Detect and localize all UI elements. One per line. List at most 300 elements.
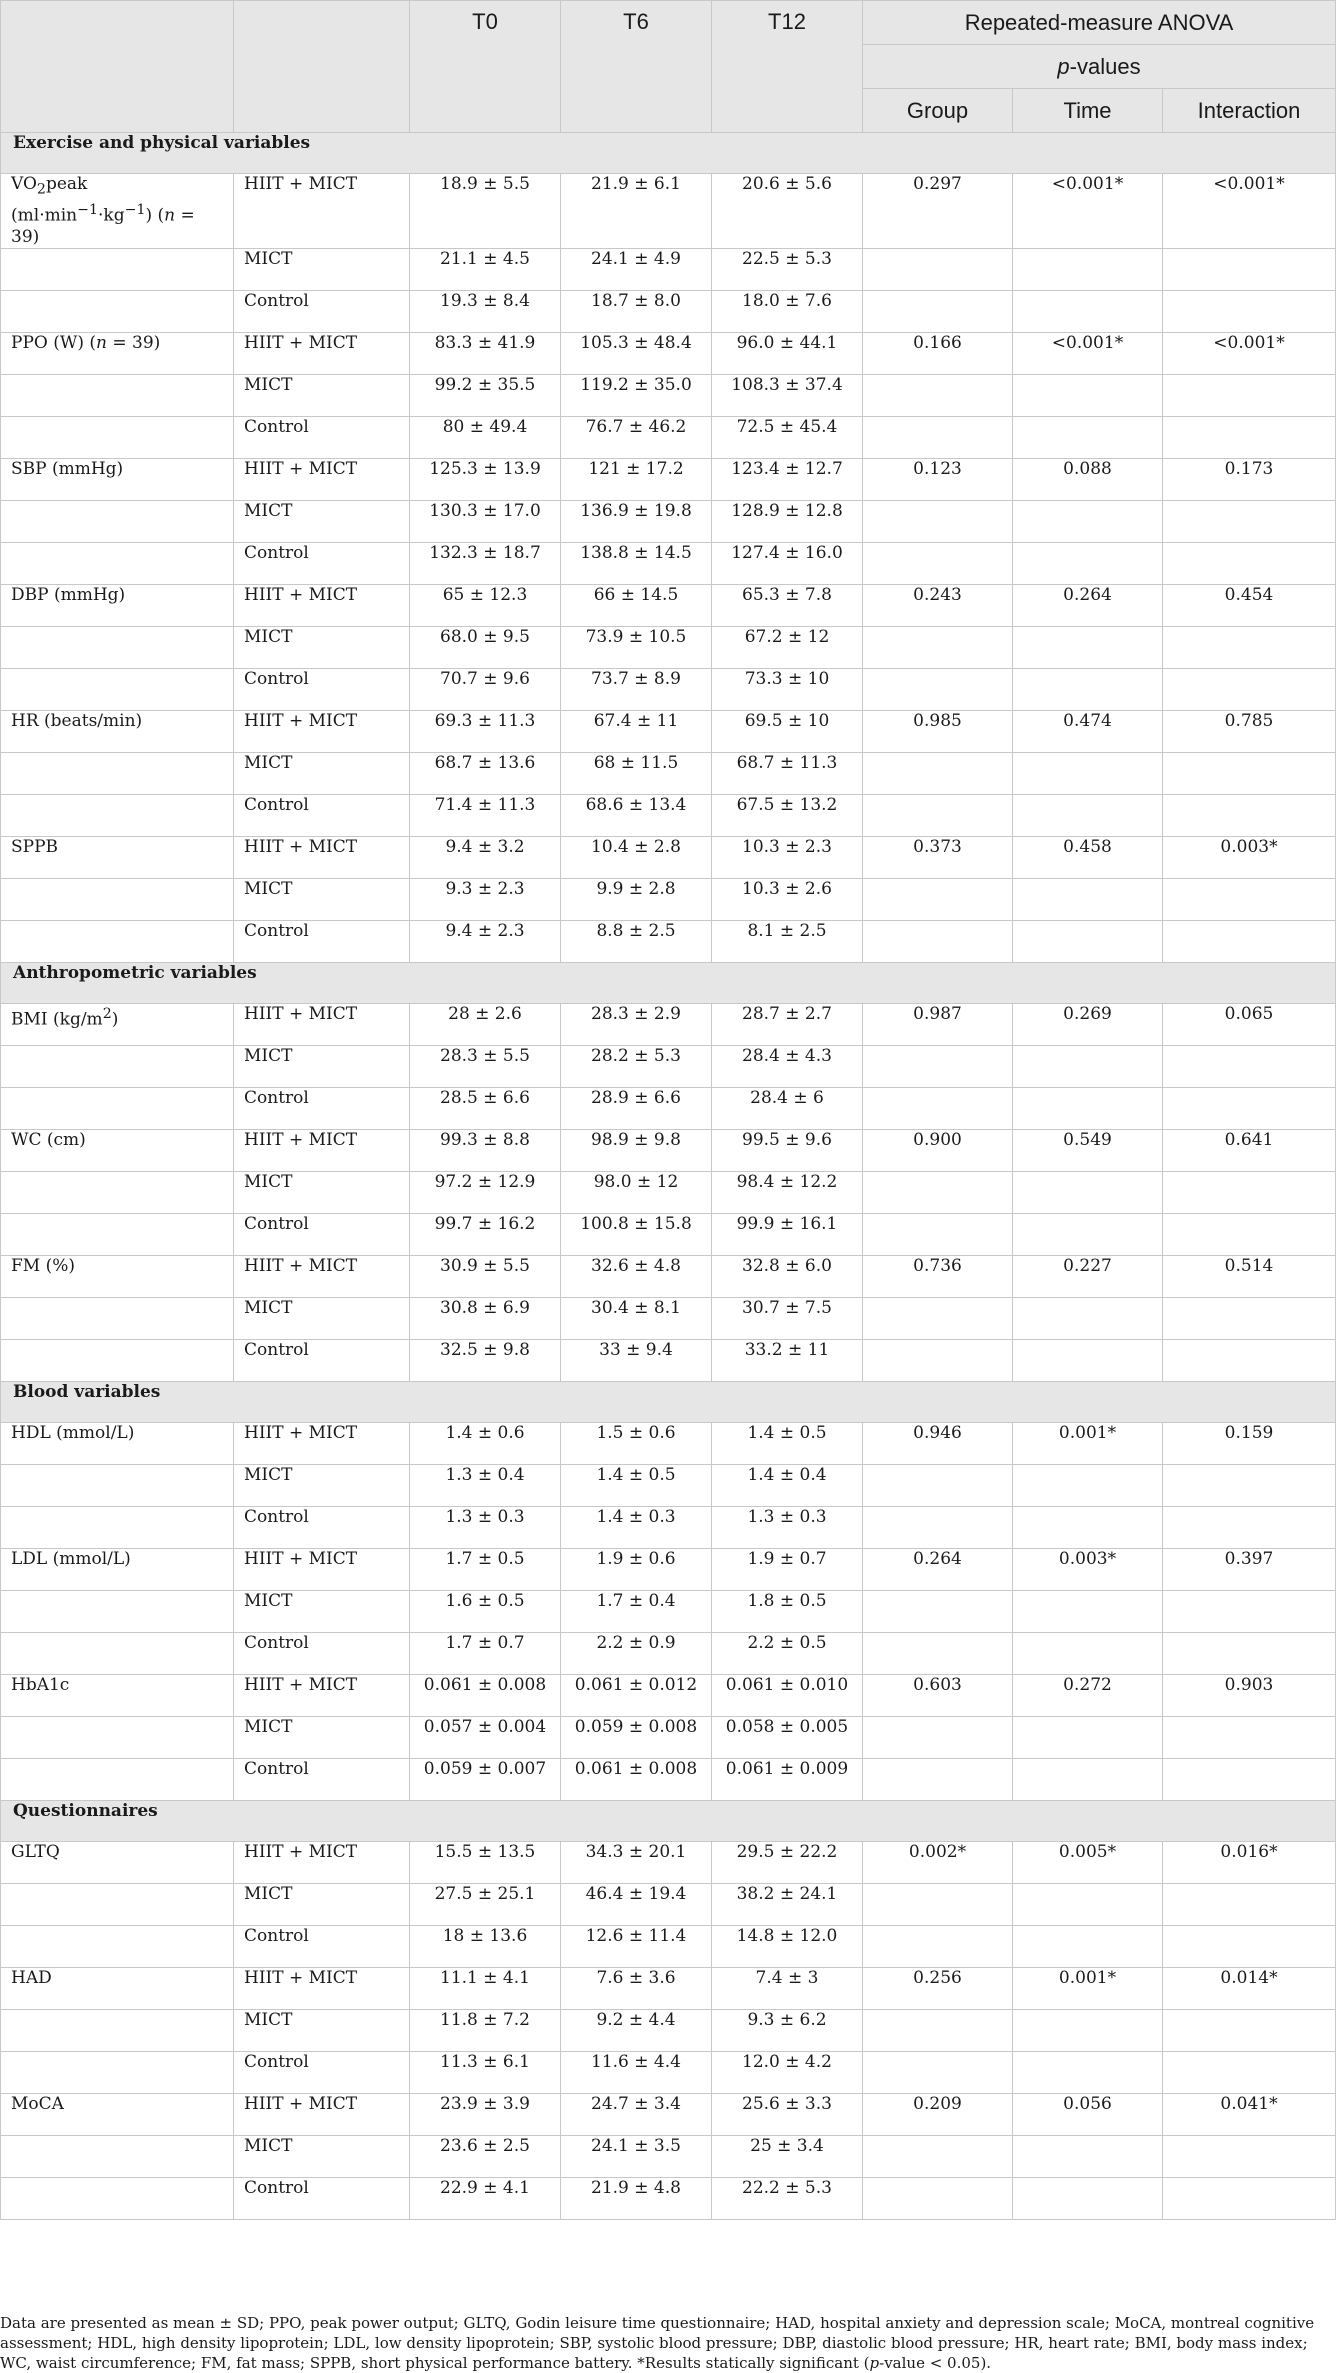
table-row bbox=[1, 249, 1336, 291]
p-value-interaction bbox=[1163, 627, 1336, 669]
group-cell: Control bbox=[234, 1214, 410, 1256]
value-t0: 1.4 ± 0.6 bbox=[410, 1423, 561, 1465]
variable-name bbox=[1, 501, 234, 543]
value-t12: 22.5 ± 5.3 bbox=[712, 249, 863, 291]
table-row bbox=[1, 669, 1336, 711]
table-row bbox=[1, 174, 1336, 249]
variable-name: MoCA bbox=[1, 2094, 234, 2136]
p-value-interaction bbox=[1163, 879, 1336, 921]
value-t12: 108.3 ± 37.4 bbox=[712, 375, 863, 417]
value-t12: 9.3 ± 6.2 bbox=[712, 2010, 863, 2052]
value-t0: 97.2 ± 12.9 bbox=[410, 1172, 561, 1214]
p-value-group: 0.209 bbox=[863, 2094, 1013, 2136]
p-value-time bbox=[1013, 1088, 1163, 1130]
table-row bbox=[1, 627, 1336, 669]
value-t12: 0.061 ± 0.009 bbox=[712, 1759, 863, 1801]
p-value-group: 0.123 bbox=[863, 459, 1013, 501]
p-value-time bbox=[1013, 1172, 1163, 1214]
value-t6: 11.6 ± 4.4 bbox=[561, 2052, 712, 2094]
value-t6: 28.2 ± 5.3 bbox=[561, 1046, 712, 1088]
table-row bbox=[1, 1046, 1336, 1088]
value-t0: 28.3 ± 5.5 bbox=[410, 1046, 561, 1088]
value-t6: 0.059 ± 0.008 bbox=[561, 1717, 712, 1759]
table-row bbox=[1, 333, 1336, 375]
variable-name: HR (beats/min) bbox=[1, 711, 234, 753]
p-value-time bbox=[1013, 627, 1163, 669]
p-value-time bbox=[1013, 375, 1163, 417]
value-t6: 1.7 ± 0.4 bbox=[561, 1591, 712, 1633]
value-t0: 125.3 ± 13.9 bbox=[410, 459, 561, 501]
variable-name bbox=[1, 1298, 234, 1340]
p-value-group: 0.603 bbox=[863, 1675, 1013, 1717]
p-value-time bbox=[1013, 2010, 1163, 2052]
p-value-interaction bbox=[1163, 1759, 1336, 1801]
value-t12: 10.3 ± 2.3 bbox=[712, 837, 863, 879]
p-value-interaction: <0.001* bbox=[1163, 333, 1336, 375]
variable-name bbox=[1, 1465, 234, 1507]
variable-name bbox=[1, 417, 234, 459]
value-t0: 68.0 ± 9.5 bbox=[410, 627, 561, 669]
group-cell: MICT bbox=[234, 1298, 410, 1340]
group-cell: HIIT + MICT bbox=[234, 837, 410, 879]
table-row bbox=[1, 585, 1336, 627]
p-value-group bbox=[863, 2178, 1013, 2220]
section-title: Exercise and physical variables bbox=[1, 133, 1336, 174]
value-t6: 66 ± 14.5 bbox=[561, 585, 712, 627]
value-t0: 30.8 ± 6.9 bbox=[410, 1298, 561, 1340]
value-t6: 24.7 ± 3.4 bbox=[561, 2094, 712, 2136]
value-t12: 98.4 ± 12.2 bbox=[712, 1172, 863, 1214]
value-t6: 100.8 ± 15.8 bbox=[561, 1214, 712, 1256]
group-cell: HIIT + MICT bbox=[234, 1968, 410, 2010]
variable-name bbox=[1, 1088, 234, 1130]
p-value-interaction: 0.014* bbox=[1163, 1968, 1336, 2010]
header-pvalues-rest: -values bbox=[1069, 53, 1141, 79]
value-t12: 25.6 ± 3.3 bbox=[712, 2094, 863, 2136]
p-value-group: 0.373 bbox=[863, 837, 1013, 879]
table-row bbox=[1, 2136, 1336, 2178]
table-row bbox=[1, 879, 1336, 921]
value-t12: 14.8 ± 12.0 bbox=[712, 1926, 863, 1968]
value-t0: 11.3 ± 6.1 bbox=[410, 2052, 561, 2094]
value-t12: 7.4 ± 3 bbox=[712, 1968, 863, 2010]
value-t6: 32.6 ± 4.8 bbox=[561, 1256, 712, 1298]
value-t0: 1.6 ± 0.5 bbox=[410, 1591, 561, 1633]
variable-name bbox=[1, 627, 234, 669]
p-value-interaction bbox=[1163, 1507, 1336, 1549]
variable-name bbox=[1, 1172, 234, 1214]
p-value-time: 0.264 bbox=[1013, 585, 1163, 627]
value-t12: 20.6 ± 5.6 bbox=[712, 174, 863, 249]
value-t12: 29.5 ± 22.2 bbox=[712, 1842, 863, 1884]
p-value-interaction: 0.003* bbox=[1163, 837, 1336, 879]
variable-name bbox=[1, 921, 234, 963]
value-t12: 25 ± 3.4 bbox=[712, 2136, 863, 2178]
group-cell: Control bbox=[234, 1340, 410, 1382]
value-t12: 1.4 ± 0.4 bbox=[712, 1465, 863, 1507]
p-value-time: 0.001* bbox=[1013, 1423, 1163, 1465]
variable-name bbox=[1, 249, 234, 291]
section-row bbox=[1, 1382, 1336, 1423]
p-value-time bbox=[1013, 291, 1163, 333]
table-row bbox=[1, 417, 1336, 459]
value-t0: 28.5 ± 6.6 bbox=[410, 1088, 561, 1130]
p-value-time: <0.001* bbox=[1013, 333, 1163, 375]
table-row bbox=[1, 921, 1336, 963]
header-t6: T6 bbox=[561, 1, 712, 133]
p-value-group bbox=[863, 1088, 1013, 1130]
value-t0: 132.3 ± 18.7 bbox=[410, 543, 561, 585]
table-row bbox=[1, 1549, 1336, 1591]
p-value-time bbox=[1013, 1926, 1163, 1968]
p-value-group bbox=[863, 1717, 1013, 1759]
p-value-time bbox=[1013, 1507, 1163, 1549]
p-value-time bbox=[1013, 249, 1163, 291]
p-value-time bbox=[1013, 543, 1163, 585]
table-row bbox=[1, 1172, 1336, 1214]
variable-name: HbA1c bbox=[1, 1675, 234, 1717]
p-value-group: 0.166 bbox=[863, 333, 1013, 375]
value-t0: 1.7 ± 0.5 bbox=[410, 1549, 561, 1591]
value-t6: 68.6 ± 13.4 bbox=[561, 795, 712, 837]
p-value-group bbox=[863, 1926, 1013, 1968]
p-value-interaction bbox=[1163, 291, 1336, 333]
section-row bbox=[1, 1801, 1336, 1842]
p-value-time: 0.474 bbox=[1013, 711, 1163, 753]
value-t0: 18 ± 13.6 bbox=[410, 1926, 561, 1968]
p-value-group bbox=[863, 2136, 1013, 2178]
table-header bbox=[1, 1, 1336, 133]
variable-name bbox=[1, 1507, 234, 1549]
p-value-group bbox=[863, 1046, 1013, 1088]
value-t0: 99.3 ± 8.8 bbox=[410, 1130, 561, 1172]
p-value-time bbox=[1013, 1591, 1163, 1633]
value-t12: 32.8 ± 6.0 bbox=[712, 1256, 863, 1298]
value-t0: 69.3 ± 11.3 bbox=[410, 711, 561, 753]
p-value-interaction: 0.903 bbox=[1163, 1675, 1336, 1717]
group-cell: Control bbox=[234, 1088, 410, 1130]
value-t6: 73.7 ± 8.9 bbox=[561, 669, 712, 711]
variable-name: FM (%) bbox=[1, 1256, 234, 1298]
table-row bbox=[1, 711, 1336, 753]
p-value-group bbox=[863, 1465, 1013, 1507]
value-t12: 73.3 ± 10 bbox=[712, 669, 863, 711]
value-t0: 15.5 ± 13.5 bbox=[410, 1842, 561, 1884]
header-t12: T12 bbox=[712, 1, 863, 133]
value-t12: 28.4 ± 4.3 bbox=[712, 1046, 863, 1088]
p-value-interaction bbox=[1163, 1465, 1336, 1507]
p-value-interaction: 0.641 bbox=[1163, 1130, 1336, 1172]
group-cell: Control bbox=[234, 2052, 410, 2094]
value-t6: 9.9 ± 2.8 bbox=[561, 879, 712, 921]
value-t12: 123.4 ± 12.7 bbox=[712, 459, 863, 501]
header-blank-group bbox=[234, 1, 410, 133]
table-row bbox=[1, 1675, 1336, 1717]
group-cell: HIIT + MICT bbox=[234, 711, 410, 753]
table-row bbox=[1, 459, 1336, 501]
p-value-time bbox=[1013, 669, 1163, 711]
variable-name: WC (cm) bbox=[1, 1130, 234, 1172]
value-t6: 0.061 ± 0.008 bbox=[561, 1759, 712, 1801]
p-value-interaction: 0.514 bbox=[1163, 1256, 1336, 1298]
table-row bbox=[1, 837, 1336, 879]
value-t12: 72.5 ± 45.4 bbox=[712, 417, 863, 459]
p-value-interaction bbox=[1163, 501, 1336, 543]
variable-name bbox=[1, 1046, 234, 1088]
value-t12: 99.5 ± 9.6 bbox=[712, 1130, 863, 1172]
value-t6: 46.4 ± 19.4 bbox=[561, 1884, 712, 1926]
value-t6: 8.8 ± 2.5 bbox=[561, 921, 712, 963]
value-t12: 28.7 ± 2.7 bbox=[712, 1004, 863, 1046]
value-t12: 0.058 ± 0.005 bbox=[712, 1717, 863, 1759]
value-t12: 128.9 ± 12.8 bbox=[712, 501, 863, 543]
group-cell: HIIT + MICT bbox=[234, 174, 410, 249]
section-title: Questionnaires bbox=[1, 1801, 1336, 1842]
section-title: Blood variables bbox=[1, 1382, 1336, 1423]
value-t0: 11.8 ± 7.2 bbox=[410, 2010, 561, 2052]
group-cell: HIIT + MICT bbox=[234, 1675, 410, 1717]
section-row bbox=[1, 963, 1336, 1004]
variable-name: HDL (mmol/L) bbox=[1, 1423, 234, 1465]
p-value-group bbox=[863, 2010, 1013, 2052]
value-t0: 99.7 ± 16.2 bbox=[410, 1214, 561, 1256]
value-t12: 127.4 ± 16.0 bbox=[712, 543, 863, 585]
value-t0: 9.3 ± 2.3 bbox=[410, 879, 561, 921]
table-row bbox=[1, 1717, 1336, 1759]
value-t6: 67.4 ± 11 bbox=[561, 711, 712, 753]
table-row bbox=[1, 1842, 1336, 1884]
value-t0: 99.2 ± 35.5 bbox=[410, 375, 561, 417]
p-value-interaction: 0.016* bbox=[1163, 1842, 1336, 1884]
value-t12: 1.8 ± 0.5 bbox=[712, 1591, 863, 1633]
table-row bbox=[1, 1507, 1336, 1549]
value-t0: 0.059 ± 0.007 bbox=[410, 1759, 561, 1801]
group-cell: Control bbox=[234, 1507, 410, 1549]
p-value-interaction bbox=[1163, 1340, 1336, 1382]
value-t6: 105.3 ± 48.4 bbox=[561, 333, 712, 375]
p-value-group bbox=[863, 1172, 1013, 1214]
table-row bbox=[1, 1759, 1336, 1801]
table-row bbox=[1, 1968, 1336, 2010]
value-t6: 28.9 ± 6.6 bbox=[561, 1088, 712, 1130]
value-t6: 1.4 ± 0.5 bbox=[561, 1465, 712, 1507]
p-value-group bbox=[863, 249, 1013, 291]
header-anova: Repeated-measure ANOVA bbox=[863, 1, 1336, 45]
p-value-group: 0.900 bbox=[863, 1130, 1013, 1172]
group-cell: MICT bbox=[234, 1465, 410, 1507]
value-t0: 1.3 ± 0.3 bbox=[410, 1507, 561, 1549]
value-t0: 27.5 ± 25.1 bbox=[410, 1884, 561, 1926]
p-value-time: 0.549 bbox=[1013, 1130, 1163, 1172]
group-cell: MICT bbox=[234, 375, 410, 417]
variable-name: GLTQ bbox=[1, 1842, 234, 1884]
value-t6: 0.061 ± 0.012 bbox=[561, 1675, 712, 1717]
header-pvalues bbox=[863, 45, 1336, 89]
variable-name: SPPB bbox=[1, 837, 234, 879]
p-value-interaction bbox=[1163, 1717, 1336, 1759]
group-cell: HIIT + MICT bbox=[234, 585, 410, 627]
value-t0: 70.7 ± 9.6 bbox=[410, 669, 561, 711]
p-value-group bbox=[863, 543, 1013, 585]
variable-name bbox=[1, 2010, 234, 2052]
group-cell: MICT bbox=[234, 1046, 410, 1088]
value-t0: 23.6 ± 2.5 bbox=[410, 2136, 561, 2178]
value-t6: 28.3 ± 2.9 bbox=[561, 1004, 712, 1046]
p-value-time bbox=[1013, 417, 1163, 459]
value-t6: 10.4 ± 2.8 bbox=[561, 837, 712, 879]
variable-name bbox=[1, 795, 234, 837]
value-t0: 0.057 ± 0.004 bbox=[410, 1717, 561, 1759]
value-t0: 68.7 ± 13.6 bbox=[410, 753, 561, 795]
value-t0: 80 ± 49.4 bbox=[410, 417, 561, 459]
value-t0: 9.4 ± 3.2 bbox=[410, 837, 561, 879]
group-cell: HIIT + MICT bbox=[234, 1256, 410, 1298]
group-cell: MICT bbox=[234, 1884, 410, 1926]
variable-name bbox=[1, 1926, 234, 1968]
header-pvalues-italic: p bbox=[1057, 53, 1070, 79]
table-row bbox=[1, 1214, 1336, 1256]
p-value-time: 0.003* bbox=[1013, 1549, 1163, 1591]
group-cell: HIIT + MICT bbox=[234, 1842, 410, 1884]
header-time: Time bbox=[1013, 89, 1163, 133]
variable-name bbox=[1, 1717, 234, 1759]
variable-name bbox=[1, 1884, 234, 1926]
p-value-time bbox=[1013, 2052, 1163, 2094]
p-value-interaction bbox=[1163, 795, 1336, 837]
value-t6: 24.1 ± 3.5 bbox=[561, 2136, 712, 2178]
group-cell: HIIT + MICT bbox=[234, 2094, 410, 2136]
table-row bbox=[1, 1130, 1336, 1172]
value-t6: 138.8 ± 14.5 bbox=[561, 543, 712, 585]
p-value-interaction bbox=[1163, 1591, 1336, 1633]
group-cell: MICT bbox=[234, 627, 410, 669]
value-t12: 99.9 ± 16.1 bbox=[712, 1214, 863, 1256]
table-row bbox=[1, 501, 1336, 543]
value-t12: 38.2 ± 24.1 bbox=[712, 1884, 863, 1926]
value-t12: 1.9 ± 0.7 bbox=[712, 1549, 863, 1591]
p-value-time bbox=[1013, 1759, 1163, 1801]
group-cell: HIIT + MICT bbox=[234, 459, 410, 501]
table-row bbox=[1, 1884, 1336, 1926]
variable-name: SBP (mmHg) bbox=[1, 459, 234, 501]
p-value-time: 0.272 bbox=[1013, 1675, 1163, 1717]
p-value-group bbox=[863, 417, 1013, 459]
p-value-interaction bbox=[1163, 753, 1336, 795]
table-row bbox=[1, 1298, 1336, 1340]
p-value-interaction bbox=[1163, 1172, 1336, 1214]
value-t6: 24.1 ± 4.9 bbox=[561, 249, 712, 291]
p-value-interaction: 0.454 bbox=[1163, 585, 1336, 627]
p-value-interaction: 0.065 bbox=[1163, 1004, 1336, 1046]
p-value-interaction bbox=[1163, 921, 1336, 963]
p-value-group bbox=[863, 501, 1013, 543]
p-value-time bbox=[1013, 1046, 1163, 1088]
variable-name bbox=[1, 543, 234, 585]
variable-name bbox=[1, 1340, 234, 1382]
p-value-interaction bbox=[1163, 2178, 1336, 2220]
variable-name bbox=[1, 753, 234, 795]
value-t0: 19.3 ± 8.4 bbox=[410, 291, 561, 333]
value-t6: 21.9 ± 4.8 bbox=[561, 2178, 712, 2220]
p-value-group bbox=[863, 669, 1013, 711]
p-value-group bbox=[863, 921, 1013, 963]
p-value-interaction bbox=[1163, 1884, 1336, 1926]
variable-name bbox=[1, 1633, 234, 1675]
group-cell: Control bbox=[234, 417, 410, 459]
group-cell: Control bbox=[234, 1759, 410, 1801]
p-value-time bbox=[1013, 1298, 1163, 1340]
p-value-interaction: 0.785 bbox=[1163, 711, 1336, 753]
p-value-group bbox=[863, 1591, 1013, 1633]
value-t12: 2.2 ± 0.5 bbox=[712, 1633, 863, 1675]
p-value-time bbox=[1013, 501, 1163, 543]
value-t0: 22.9 ± 4.1 bbox=[410, 2178, 561, 2220]
group-cell: HIIT + MICT bbox=[234, 1130, 410, 1172]
p-value-interaction bbox=[1163, 543, 1336, 585]
p-value-group bbox=[863, 753, 1013, 795]
value-t0: 1.7 ± 0.7 bbox=[410, 1633, 561, 1675]
header-blank-variable bbox=[1, 1, 234, 133]
p-value-time: 0.056 bbox=[1013, 2094, 1163, 2136]
value-t0: 32.5 ± 9.8 bbox=[410, 1340, 561, 1382]
p-value-interaction bbox=[1163, 2136, 1336, 2178]
value-t12: 1.3 ± 0.3 bbox=[712, 1507, 863, 1549]
table-row bbox=[1, 1004, 1336, 1046]
value-t6: 1.9 ± 0.6 bbox=[561, 1549, 712, 1591]
p-value-group bbox=[863, 1298, 1013, 1340]
group-cell: Control bbox=[234, 2178, 410, 2220]
table-row bbox=[1, 1926, 1336, 1968]
group-cell: MICT bbox=[234, 1172, 410, 1214]
value-t6: 136.9 ± 19.8 bbox=[561, 501, 712, 543]
variable-name bbox=[1, 291, 234, 333]
variable-name bbox=[1, 2052, 234, 2094]
p-value-time: 0.458 bbox=[1013, 837, 1163, 879]
p-value-interaction bbox=[1163, 1088, 1336, 1130]
value-t6: 121 ± 17.2 bbox=[561, 459, 712, 501]
value-t12: 65.3 ± 7.8 bbox=[712, 585, 863, 627]
group-cell: HIIT + MICT bbox=[234, 333, 410, 375]
p-value-interaction: 0.159 bbox=[1163, 1423, 1336, 1465]
value-t0: 9.4 ± 2.3 bbox=[410, 921, 561, 963]
variable-name bbox=[1, 669, 234, 711]
p-value-group bbox=[863, 1507, 1013, 1549]
variable-name bbox=[1, 879, 234, 921]
variable-name bbox=[1, 2136, 234, 2178]
p-value-group bbox=[863, 1214, 1013, 1256]
p-value-interaction bbox=[1163, 669, 1336, 711]
table-row bbox=[1, 2052, 1336, 2094]
p-value-time bbox=[1013, 1465, 1163, 1507]
p-value-group bbox=[863, 1340, 1013, 1382]
p-value-time bbox=[1013, 1633, 1163, 1675]
table-row bbox=[1, 2178, 1336, 2220]
p-value-group bbox=[863, 1633, 1013, 1675]
value-t0: 0.061 ± 0.008 bbox=[410, 1675, 561, 1717]
value-t12: 67.5 ± 13.2 bbox=[712, 795, 863, 837]
p-value-time bbox=[1013, 2178, 1163, 2220]
value-t0: 71.4 ± 11.3 bbox=[410, 795, 561, 837]
p-value-time bbox=[1013, 753, 1163, 795]
group-cell: MICT bbox=[234, 2010, 410, 2052]
p-value-group bbox=[863, 1759, 1013, 1801]
p-value-interaction bbox=[1163, 1046, 1336, 1088]
group-cell: Control bbox=[234, 1633, 410, 1675]
value-t6: 12.6 ± 11.4 bbox=[561, 1926, 712, 1968]
group-cell: Control bbox=[234, 795, 410, 837]
group-cell: Control bbox=[234, 291, 410, 333]
table-row bbox=[1, 795, 1336, 837]
